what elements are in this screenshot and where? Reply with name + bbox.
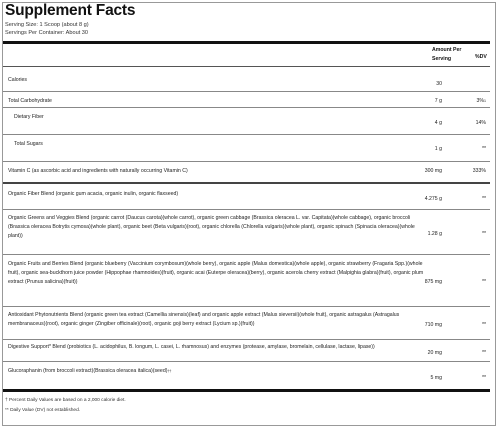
row-amount: 1 g	[434, 146, 442, 152]
footnote-dv-not-established: ** Daily Value (DV) not established.	[5, 408, 81, 413]
row-amount: 1.28 g	[427, 231, 442, 237]
row-organic-fiber-blend	[3, 184, 490, 210]
row-antioxidant-blend	[3, 307, 490, 340]
row-amount: 4 g	[434, 120, 442, 126]
row-amount: 710 mg	[424, 322, 442, 328]
panel-title: Supplement Facts	[5, 2, 136, 19]
row-dv: **	[481, 279, 486, 285]
row-name: Organic Greens and Veggies Blend (organic carrot (Daucus carota)(whole carrot), organic green cabbage (Brassica oleracea L. var. Capitata)(whole cabbage), organic broccoli (Brassica oleracea Botrytis cymosa)(whole plant), organic beet (Beta vulgaris)(root), organic chlorella (Chlorella vulgaris)(whole plant), organic spinach (Spinacia oleracea)(whole plant))	[8, 215, 415, 239]
row-amount: 5 mg	[430, 375, 442, 381]
serving-size: Serving Size: 1 Scoop (about 8 g)	[5, 22, 89, 28]
row-total-sugars	[3, 135, 490, 162]
row-name: Dietary Fiber	[14, 114, 44, 120]
row-name: Organic Fruits and Berries Blend (organic blueberry (Vaccinium corymbosum)(whole berry), organic apple (Malus domestica)(whole apple), organic strawberry (Fragaria Spp.)(whole fruit), organic sea-buckthorn juice powder (Hippophae rhamnoides)(fruit), organic acai (Euterpe oleracea)(berry), organic acerola cherry extract (Malpighia glabra)(fruit), organic plum extract (Prunus salicina)(fruit))	[8, 261, 424, 285]
row-dv: **	[481, 146, 486, 152]
row-dv: 3%$^1$	[476, 98, 486, 104]
row-name: Organic Fiber Blend (organic gum acacia, organic inulin, organic flaxseed)	[8, 191, 179, 197]
row-dv: **	[481, 231, 486, 237]
row-dv: 14%	[475, 120, 486, 126]
row-dv: **	[481, 322, 486, 328]
row-greens-veggies-blend	[3, 210, 490, 255]
thick-rule	[3, 41, 490, 44]
dv-header: %DV	[475, 54, 487, 60]
amount-per-serving-header: Amount Per Serving	[432, 47, 462, 62]
row-dv: **	[481, 350, 486, 356]
row-amount: 4.275 g	[424, 196, 442, 202]
row-amount: 300 mg	[424, 168, 442, 174]
footnote-percent-dv: † Percent Daily Values are based on a 2,000 calorie diet.	[5, 398, 126, 403]
row-name: Glucoraphanin (from broccoli extract)(Brassica oleracea italica)(seed)††	[8, 368, 172, 374]
row-name: Vitamin C (as ascorbic acid and ingredients with naturally occurring Vitamin C)	[8, 168, 188, 174]
row-name: Calories	[8, 77, 28, 83]
row-name: Total Carbohydrate	[8, 98, 52, 104]
row-fruits-berries-blend	[3, 255, 490, 307]
row-name: Antioxidant Phytonutrients Blend (organic green tea extract (Camellia sinensis)(leaf) and organic apple extract (Malus sieversii)(whole fruit), organic astragalus (Astragalus membranaceus)(root), organic ginger (Zingiber officinale)(root), organic goji berry extract (Lycium sp.)(fruit))	[8, 312, 400, 327]
row-amount: 875 mg	[424, 279, 442, 285]
row-amount: 20 mg	[427, 350, 442, 356]
row-amount: 7 g	[434, 98, 442, 104]
row-name: Digestive Support* Blend (probiotics (L. acidophilus, B. longum, L. casei, L. rhamnosus) and enzymes (protease, amylase, bromelain, cellulase, lactase, lipase))	[8, 344, 375, 350]
row-dv: **	[481, 196, 486, 202]
row-name: Total Sugars	[14, 141, 43, 147]
servings-per-container: Servings Per Container: About 30	[5, 30, 89, 36]
row-dv: 333%	[472, 168, 486, 174]
row-glucoraphanin	[3, 362, 490, 389]
row-dietary-fiber	[3, 108, 490, 135]
row-total-carbohydrate	[3, 92, 490, 108]
row-digestive-support-blend	[3, 340, 490, 362]
row-amount: 30	[436, 81, 442, 87]
thick-rule-bottom	[3, 389, 490, 392]
row-calories	[3, 67, 490, 92]
row-vitamin-c	[3, 162, 490, 184]
row-dv: **	[481, 375, 486, 381]
